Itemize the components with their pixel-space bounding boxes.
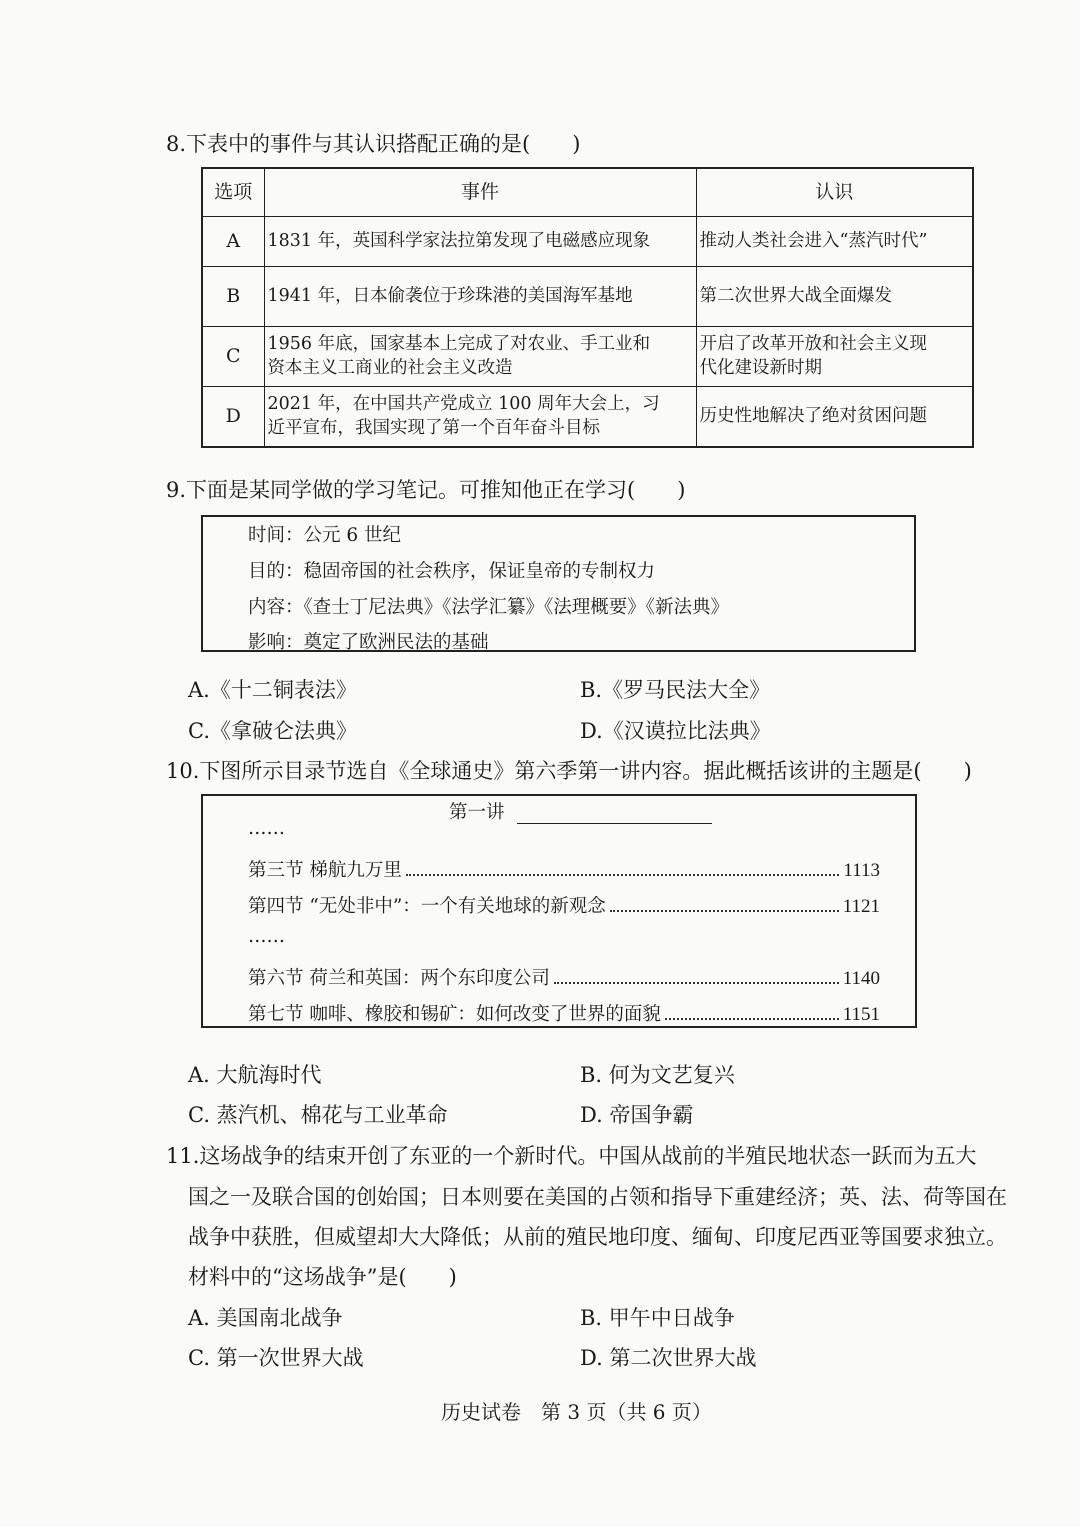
row-event-line: 2021 年，在中国共产党成立 100 周年大会上，习: [267, 394, 660, 415]
study-notes-box: [201, 515, 916, 652]
toc-title: 第六节 荷兰和英国：两个东印度公司: [248, 968, 550, 989]
toc-leader: [406, 874, 840, 876]
question-11-line-1: 11.这场战争的结束开创了东亚的一个新时代。中国从战前的半殖民地状态一跃而为五大: [166, 1144, 977, 1168]
note-time: 时间：公元 6 世纪: [248, 525, 402, 546]
toc-entry: [248, 1000, 880, 1026]
row-understanding: [696, 326, 973, 386]
row-understanding-line: 历史性地解决了绝对贫困问题: [699, 406, 927, 427]
header-understanding: 认识: [696, 168, 973, 216]
question-11-line-2: 国之一及联合国的创始国；日本则要在美国的占领和指导下重建经济；英、法、荷等国在: [188, 1185, 1007, 1209]
row-understanding: [696, 266, 973, 326]
q11-option-b[interactable]: B. 甲午中日战争: [580, 1306, 735, 1330]
ellipsis: ……: [248, 926, 285, 947]
table-row: [202, 326, 973, 386]
lecture-title-text: 第一讲: [449, 802, 505, 823]
table-row: [202, 216, 973, 266]
row-option: C: [202, 326, 264, 386]
toc-entry: [248, 892, 880, 918]
question-8-table: [201, 167, 974, 448]
toc-leader: [554, 982, 839, 984]
row-event: [264, 266, 696, 326]
row-event-line: 1831 年，英国科学家法拉第发现了电磁感应现象: [267, 231, 651, 251]
table-header-row: [202, 168, 973, 216]
question-11-line-3: 战争中获胜，但威望却大大降低；从前的殖民地印度、缅甸、印度尼西亚等国要求独立。: [188, 1225, 1007, 1249]
q10-option-d[interactable]: D. 帝国争霸: [580, 1103, 694, 1127]
q11-option-d[interactable]: D. 第二次世界大战: [580, 1346, 757, 1370]
header-option: 选项: [202, 168, 264, 216]
q9-option-b[interactable]: B.《罗马民法大全》: [580, 678, 771, 702]
row-understanding: [696, 216, 973, 266]
question-11-line-4: 材料中的“这场战争”是( ): [188, 1265, 457, 1289]
q9-option-a[interactable]: A.《十二铜表法》: [188, 678, 357, 702]
row-event-line: 资本主义工商业的社会主义改造: [267, 358, 513, 378]
header-event: 事件: [264, 168, 696, 216]
toc-entry: [248, 856, 880, 882]
table-row: [202, 266, 973, 326]
row-understanding-line: 第二次世界大战全面爆发: [699, 286, 892, 306]
toc-page: 1113: [843, 860, 880, 881]
row-understanding-line: 开启了改革开放和社会主义现: [699, 334, 927, 354]
q9-option-c[interactable]: C.《拿破仑法典》: [188, 719, 357, 743]
toc-page: 1140: [842, 968, 880, 989]
q10-option-b[interactable]: B. 何为文艺复兴: [580, 1063, 735, 1087]
question-8-stem: 8.下表中的事件与其认识搭配正确的是( ): [166, 132, 581, 156]
row-event-line: 近平宣布，我国实现了第一个百年奋斗目标: [267, 418, 600, 439]
toc-leader: [665, 1018, 839, 1020]
row-event-line: 1956 年底，国家基本上完成了对农业、手工业和: [267, 334, 651, 354]
q11-option-c[interactable]: C. 第一次世界大战: [188, 1346, 364, 1370]
row-option: B: [202, 266, 264, 326]
q10-option-c[interactable]: C. 蒸汽机、棉花与工业革命: [188, 1103, 448, 1127]
q11-option-a[interactable]: A. 美国南北战争: [188, 1306, 343, 1330]
question-10-stem: 10.下图所示目录节选自《全球通史》第六季第一讲内容。据此概括该讲的主题是( ): [166, 759, 972, 783]
row-understanding-line: 代化建设新时期: [699, 358, 822, 378]
toc-title: 第四节 “无处非中”：一个有关地球的新观念: [248, 896, 606, 917]
row-understanding-line: 推动人类社会进入“蒸汽时代”: [699, 231, 928, 251]
toc-title: 第七节 咖啡、橡胶和锡矿：如何改变了世界的面貌: [248, 1004, 661, 1025]
row-event: [264, 216, 696, 266]
q9-option-d[interactable]: D.《汉谟拉比法典》: [580, 719, 771, 743]
question-9-stem: 9.下面是某同学做的学习笔记。可推知他正在学习( ): [166, 478, 686, 502]
lecture-title: [449, 798, 712, 824]
ellipsis: ……: [248, 818, 285, 839]
row-event-line: 1941 年，日本偷袭位于珍珠港的美国海军基地: [267, 286, 633, 306]
row-event: [264, 386, 696, 447]
lecture-title-blank: [517, 803, 712, 824]
q10-option-a[interactable]: A. 大航海时代: [188, 1063, 322, 1087]
toc-entry: [248, 964, 880, 990]
toc-title: 第三节 梯航九万里: [248, 860, 402, 881]
note-content: 内容：《查士丁尼法典》《法学汇纂》《法理概要》《新法典》: [248, 597, 730, 618]
toc-page: 1121: [842, 896, 880, 917]
note-impact: 影响：奠定了欧洲民法的基础: [248, 632, 489, 653]
page-footer: 历史试卷 第 3 页（共 6 页）: [441, 1400, 712, 1424]
table-of-contents-box: [201, 794, 917, 1028]
toc-page: 1151: [842, 1004, 880, 1025]
row-event: [264, 326, 696, 386]
note-purpose: 目的：稳固帝国的社会秩序，保证皇帝的专制权力: [248, 561, 656, 582]
row-option: D: [202, 386, 264, 447]
table-row: [202, 386, 973, 447]
toc-leader: [610, 910, 839, 912]
row-understanding: [696, 386, 973, 447]
row-option: A: [202, 216, 264, 266]
